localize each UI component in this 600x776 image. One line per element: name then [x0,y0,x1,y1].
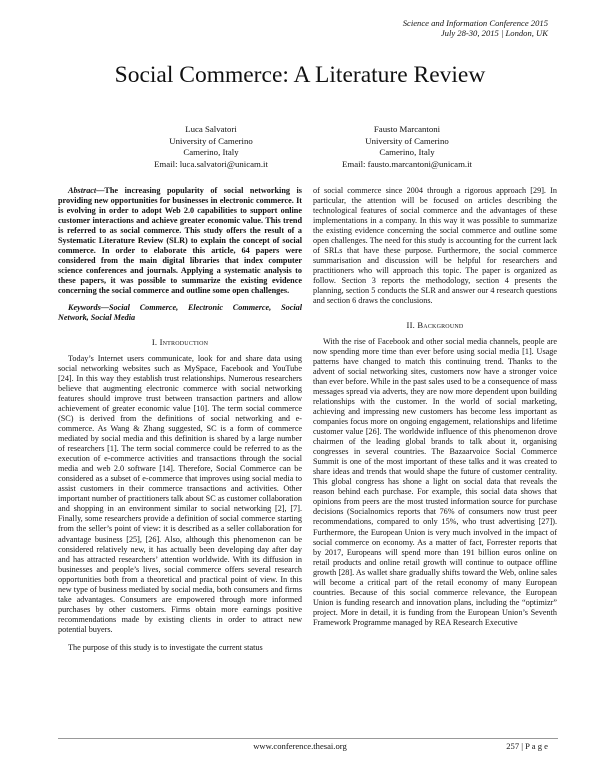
intro-paragraph: Today’s Internet users communicate, look for and share data using social networking websites such as MySpace, Facebook and YouTube [24]. In this way they establish trust relationships. Numerous researchers believe that augmenting electronic commerce with social networking features should improve trust between transaction partners and allow achievement of greater economic value [10]. The term social commerce (SC) is derived from the definitions of social networking and e-commerce. As Wang & Zhang suggested, SC is a form of commerce mediated by social media and this definition is shared by a large number of researchers [1]. The term social commerce could be referred to as the execution of e-commerce activities and transactions through the social media and web 2.0 software [14]. Therefore, Social Commerce can be considered as a subset of e-commerce that improves using social media to assist customers in their commerce transactions and activities. Other important number of practitioners talk about SC as customer collaboration and shopping in an environment similar to social networking [2], [7]. Finally, some researchers provide a definition of social commerce starting from the seller’s point of view: it is described as a seller collaboration for advantage business [25], [26]. Also, although this phenomenon can be considered relatively new, it has actually been developing day after day and has attracted researchers’ attention worldwide. With its diffusion in businesses and people’s lives, social commerce offers several research opportunities both from a theoretical and practical point of view. In this new type of business mediated by social media, both consumers and firms take advantages. Consumers are empowered through more informed purchases by other customers. Firms obtain more earnings positive recommendations made by existing clients in order to attract new potential buyers. [58,354,302,634]
abstract [58,186,302,296]
conference-date: July 28-30, 2015 | London, UK [440,28,548,38]
abstract-text: —The increasing popularity of social networking is providing new opportunities for businesses in electronic commerce. It is evolving in order to adopt Web 2.0 capabilities to support online customer interactions and achieve greater economic value. This trend is referred to as social commerce. This study offers the result of a Systematic Literature Review (SLR) to explain the concept of social commerce. In order to elaborate this article, 64 papers were considered from the main digital libraries that index computer science conferences and journals. Applying a systematic analysis to these papers, it was possible to summarize the existing evidence concerning the social commerce and outline some open challenges. [58,186,302,296]
left-column [58,186,302,653]
author-block-2 [297,124,517,170]
author-location: Camerino, Italy [183,147,239,157]
author-name: Luca Salvatori [185,124,237,134]
intro-continued-paragraph: of social commerce since 2004 through a rigorous approach [29]. In particular, the attention will be focused on articles describing the technological features of social commerce and the advantages of these implementations in a company. In this way it was possible to summarize the existing evidence concerning the social commerce and outline some open challenges. The need for this study is accounting for the current lack of SRLs that have these purpose. Furthermore, the social commerce summarisation and discussion will be helpful for researchers and practitioners who will approach this topic. The paper is organized as follow. Section 3 reports the methodology, section 4 presents the planning, section 5 conducts the SLR and answer our 4 research questions and section 6 draws the conclusions. [313,186,557,306]
author-email: Email: luca.salvatori@unicam.it [154,158,268,169]
conference-header [403,18,548,38]
author-location: Camerino, Italy [379,147,435,157]
section-heading-background: II. Background [406,320,464,331]
author-email: Email: fausto.marcantoni@unicam.it [342,158,472,169]
footer-url: www.conference.thesai.org [253,741,347,751]
footer-divider [58,738,558,739]
conference-name: Science and Information Conference 2015 [402,18,548,28]
abstract-label: Abstract [68,186,97,195]
keywords: Keywords—Social Commerce, Electronic Commerce, Social Network, Social Media [58,303,302,323]
author-affiliation: University of Camerino [169,135,253,146]
right-column [313,186,557,628]
paper-title: Social Commerce: A Literature Review [114,62,486,88]
author-affiliation: University of Camerino [365,135,449,146]
section-heading-introduction: I. Introduction [151,337,209,348]
author-block-1 [101,124,321,170]
author-name: Fausto Marcantoni [373,124,441,134]
page-number: 257 | P a g e [506,741,548,751]
background-paragraph: With the rise of Facebook and other social media channels, people are now spending more time than ever before using social media [1]. Usage patterns have changed to match this continuing trend. Thanks to the advent of social networking sites, customers now have a stronger voice than ever before. While in the past sales used to be a consequence of mass messages spread via adverts, they are now more dependent upon building relationships with the customer. In the world of social marketing, achieving and impressing new customers has become less important as companies focus more on ongoing engagement, relationships and lifetime customer value [26]. The worldwide influence of this phenomenon drove chairmen of the leading global brands to talk about it, organising congresses in several countries. The Bazaarvoice Social Commerce Summit is one of the most important of these talks and it was created to share ideas and trends that would shape the future of customer centrality. This global congress has shone a light on social data that reveals the reason behind each purchase. For example, this social data shows that opinions from peers are the most trusted information source for purchase decisions (Socialnomics reports that 76% of consumers now trust peer recommendations, compared to only 15%, who trust advertising [27]). Furthermore, the European Union is very much involved in the impact of social commerce on economy. As a matter of fact, Forrester reports that by 2017, Europeans will spend more than 191 billion euros online on retail products and online retail growth will continue to outpace offline growth [28]. As wallet share gradually shifts toward the Web, online sales will become a critical part of the retail economy of many European countries. Because of this social commerce relevance, the European Union is funding research and innovation plans, including the “optimizr” project. More in detail, it is funding from the European Union’s Seventh Framework Programme managed by REA Research Executive [313,337,557,627]
intro-paragraph-2: The purpose of this study is to investigate the current status [68,642,263,652]
